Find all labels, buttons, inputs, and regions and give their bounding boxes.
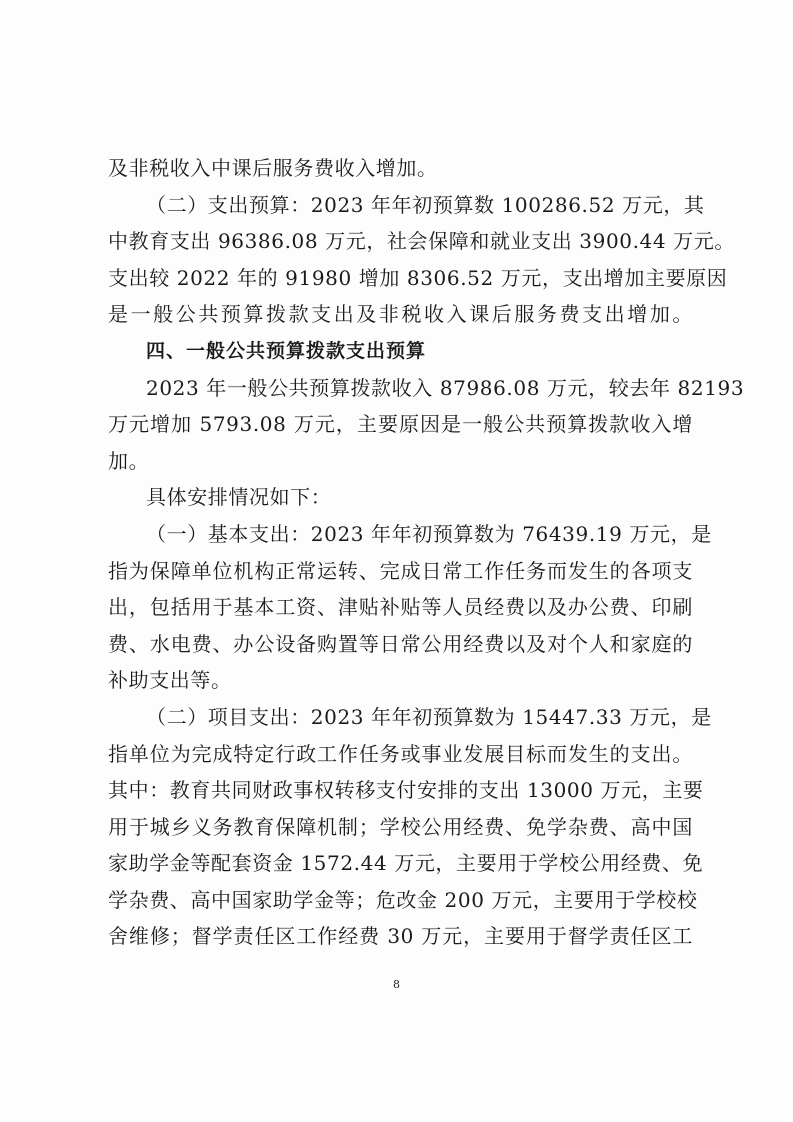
text-line: （二）支出预算：2023 年年初预算数 100286.52 万元，其 — [146, 192, 705, 217]
text-line: 出，包括用于基本工资、津贴补贴等人员经费以及办公费、印刷 — [108, 595, 693, 620]
text-line: 2023 年一般公共预算拨款收入 87986.08 万元，较去年 82193 — [146, 375, 745, 400]
page-number: 8 — [393, 978, 400, 991]
text-line: 指为保障单位机构正常运转、完成日常工作任务而发生的各项支 — [108, 558, 693, 583]
text-line: 指单位为完成特定行政工作任务或事业发展目标而发生的支出。 — [108, 741, 693, 766]
text-line: 学杂费、高中国家助学金等；危改金 200 万元，主要用于学校校 — [108, 887, 698, 912]
text-line: 及非税收入中课后服务费收入增加。 — [108, 156, 438, 180]
text-line: 是一般公共预算拨款支出及非税收入课后服务费支出增加。 — [108, 302, 693, 327]
text-line: 中教育支出 96386.08 万元，社会保障和就业支出 3900.44 万元。 — [108, 229, 735, 254]
text-line: 加。 — [108, 448, 150, 473]
text-line: 舍维修；督学责任区工作经费 30 万元，主要用于督学责任区工 — [108, 924, 693, 949]
text-line: 支出较 2022 年的 91980 增加 8306.52 万元，支出增加主要原因 — [108, 265, 728, 290]
text-line: 家助学金等配套资金 1572.44 万元，主要用于学校公用经费、免 — [108, 851, 704, 876]
body-text — [108, 150, 745, 955]
text-line: 用于城乡义务教育保障机制；学校公用经费、免学杂费、高中国 — [108, 814, 693, 839]
text-line: （一）基本支出：2023 年年初预算数为 76439.19 万元，是 — [146, 521, 712, 546]
text-line: 补助支出等。 — [108, 668, 232, 693]
section-heading: 四、一般公共预算拨款支出预算 — [146, 339, 427, 362]
text-line: 具体安排情况如下： — [146, 485, 332, 510]
text-line: 其中：教育共同财政事权转移支付安排的支出 13000 万元，主要 — [108, 778, 704, 803]
text-line: 费、水电费、办公设备购置等日常公用经费以及对个人和家庭的 — [108, 631, 693, 656]
text-line: （二）项目支出：2023 年年初预算数为 15447.33 万元，是 — [146, 704, 712, 729]
text-line: 万元增加 5793.08 万元，主要原因是一般公共预算拨款收入增 — [108, 412, 693, 437]
